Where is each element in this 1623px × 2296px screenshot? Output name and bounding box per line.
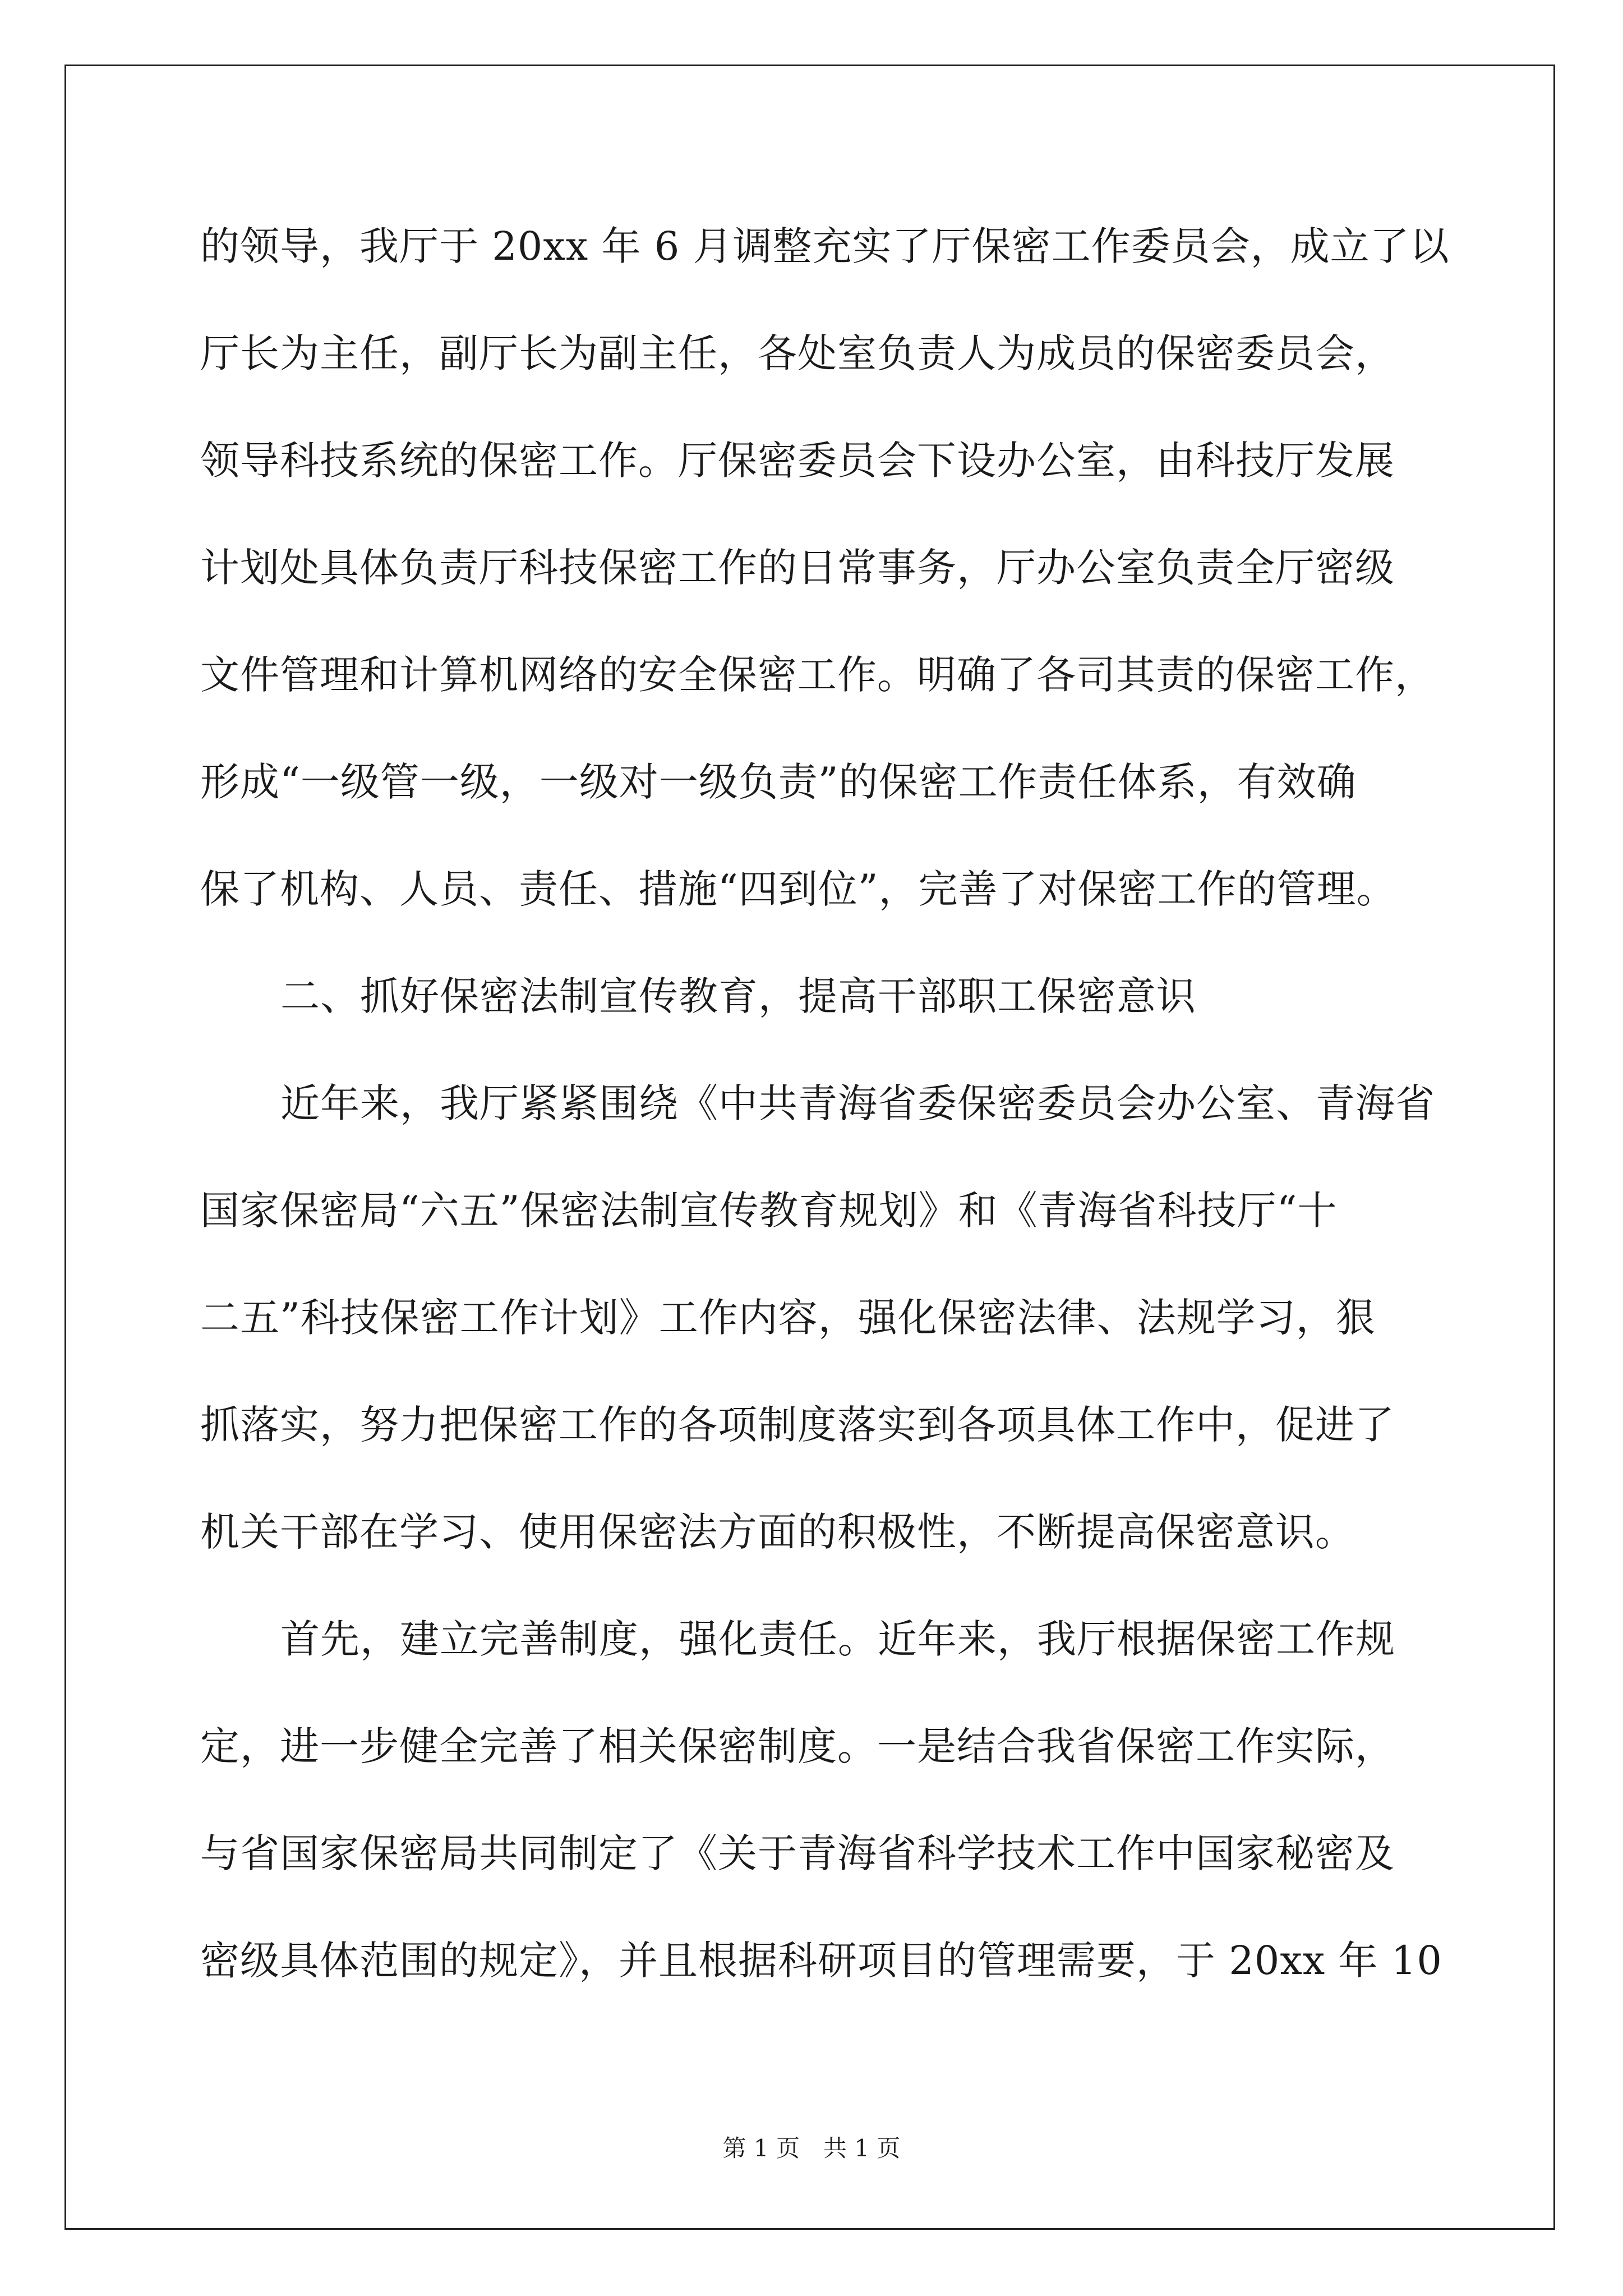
body-line: 抓落实，努力把保密工作的各项制度落实到各项具体工作中，促进了	[200, 1402, 1395, 1448]
body-line: 国家保密局“六五”保密法制宣传教育规划》和《青海省科技厅“十	[200, 1188, 1338, 1234]
body-line: 的领导，我厅于 20xx 年 6 月调整充实了厅保密工作委员会，成立了以	[200, 223, 1450, 269]
body-line: 保了机构、人员、责任、措施“四到位”，完善了对保密工作的管理。	[200, 866, 1396, 912]
body-line: 首先，建立完善制度，强化责任。近年来，我厅根据保密工作规	[280, 1616, 1395, 1662]
body-line: 定，进一步健全完善了相关保密制度。一是结合我省保密工作实际，	[200, 1723, 1395, 1769]
page-number-footer: 第 1 页 共 1 页	[722, 2134, 901, 2162]
body-line: 近年来，我厅紧紧围绕《中共青海省委保密委员会办公室、青海省	[280, 1080, 1435, 1126]
body-line: 文件管理和计算机网络的安全保密工作。明确了各司其责的保密工作，	[200, 652, 1435, 698]
body-line: 厅长为主任，副厅长为副主任，各处室负责人为成员的保密委员会，	[200, 330, 1395, 376]
body-line: 形成“一级管一级，一级对一级负责”的保密工作责任体系，有效确	[200, 759, 1357, 805]
section-heading: 二、抓好保密法制宣传教育，提高干部职工保密意识	[280, 973, 1196, 1019]
body-line: 机关干部在学习、使用保密法方面的积极性，不断提高保密意识。	[200, 1509, 1355, 1555]
body-line: 计划处具体负责厅科技保密工作的日常事务，厅办公室负责全厅密级	[200, 545, 1395, 591]
body-line: 二五”科技保密工作计划》工作内容，强化保密法律、法规学习，狠	[200, 1295, 1376, 1341]
body-line: 与省国家保密局共同制定了《关于青海省科学技术工作中国家秘密及	[200, 1830, 1395, 1876]
body-line: 密级具体范围的规定》，并且根据科研项目的管理需要，于 20xx 年 10	[200, 1938, 1442, 1984]
body-line: 领导科技系统的保密工作。厅保密委员会下设办公室，由科技厅发展	[200, 438, 1395, 484]
page-border	[64, 65, 1555, 2230]
